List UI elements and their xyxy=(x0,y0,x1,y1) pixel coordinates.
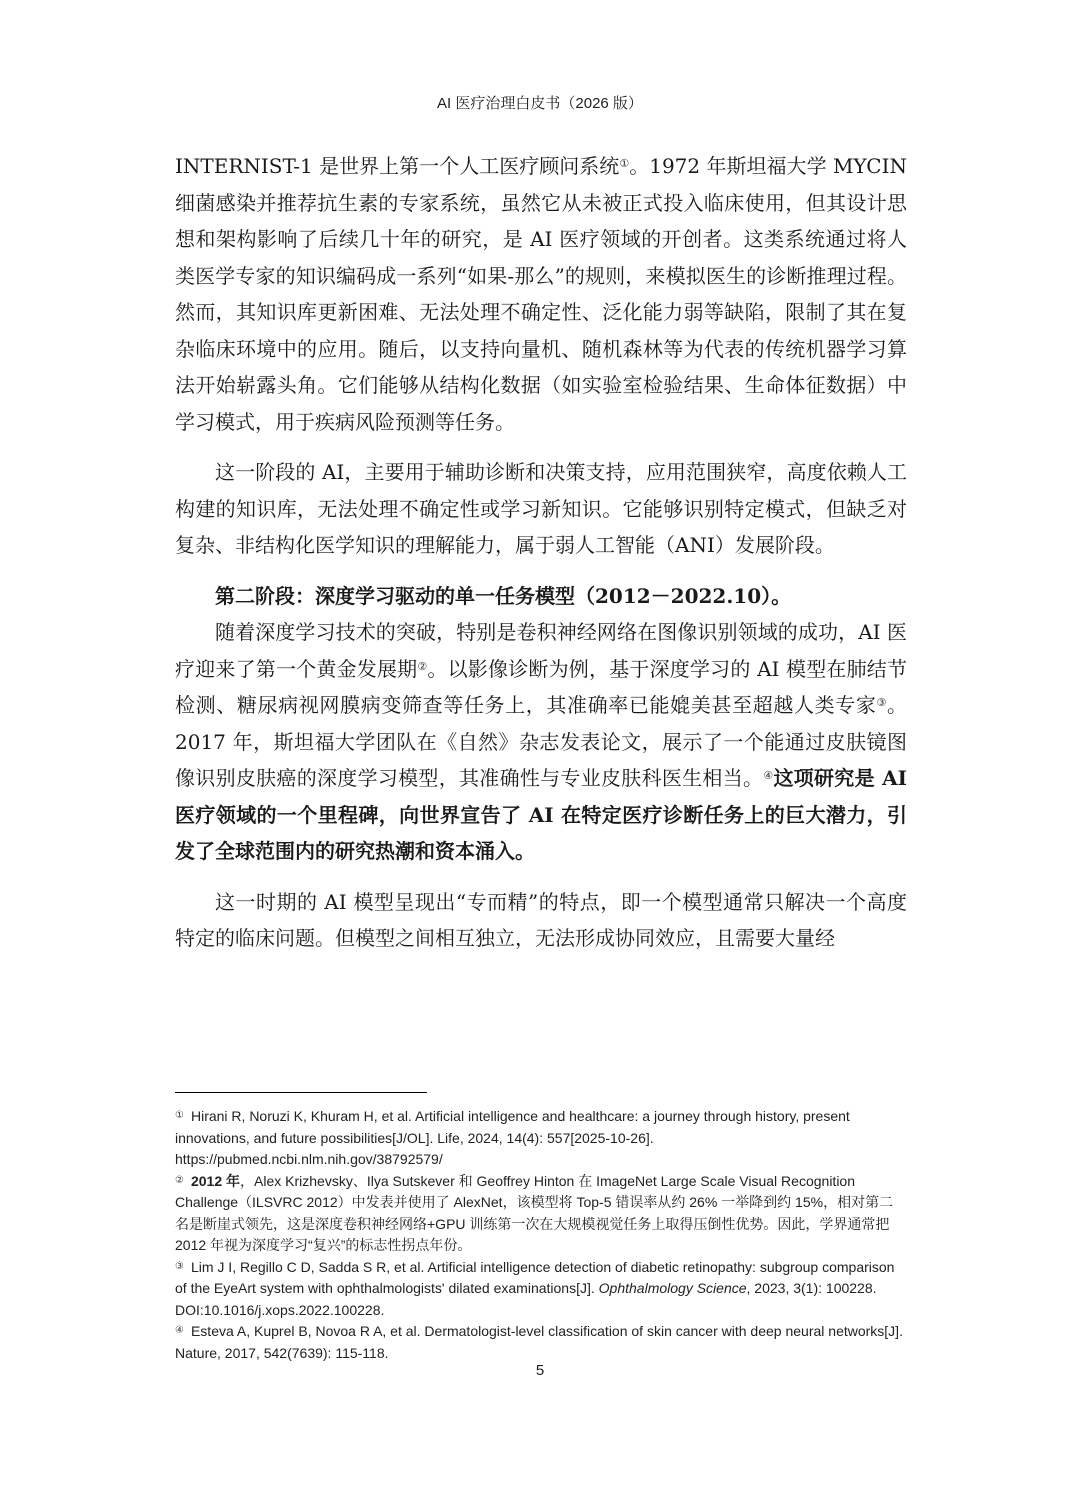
page-number: 5 xyxy=(535,1362,545,1379)
footnote-3-journal: Ophthalmology Science xyxy=(598,1280,747,1296)
section-heading: 第二阶段：深度学习驱动的单一任务模型（2012－2022.10）。 xyxy=(215,583,792,608)
paragraph-3-text-c: 。2017 年，斯坦福大学团队在《自然》杂志发表论文，展示了一个能通过皮肤镜图像识别皮肤癌的深度学习模型，其准确性与专业皮肤科医生相当。 xyxy=(175,693,907,790)
footnote-1-number: ① xyxy=(175,1110,184,1121)
paragraph-1 xyxy=(175,148,907,440)
paragraph-4: 这一时期的 AI 模型呈现出“专而精”的特点，即一个模型通常只解决一个高度特定的临床问题。但模型之间相互独立，无法形成协同效应，且需要大量经 xyxy=(175,889,907,950)
footnote-ref-4[interactable]: ④ xyxy=(763,769,774,782)
footnote-4-text: Esteva A, Kuprel B, Novoa R A, et al. Dermatologist-level classification of skin cancer with deep neural networks[J]. Nature, 2017, 542(7639): 115-118. xyxy=(175,1323,903,1361)
footnote-3-text-a: Lim J I, Regillo C D, Sadda S R, et al. Artificial intelligence detection of diabetic retinopathy: subgroup comparison of the EyeArt system with ophthalmologists' dilated examinations[J]. xyxy=(175,1258,895,1296)
footnote-2-text: ，Alex Krizhevsky、Ilya Sutskever 和 Geoffrey Hinton 在 ImageNet Large Scale Visual Recognition Challenge（ILSVRC 2012）中发表并使用了 AlexNet，该模型将 Top-5 错误率从约 26% 一举降到约 15%，相对第二名是断崖式领先，这是深度卷积神经网络+GPU 训练第一次在大规模视觉任务上取得压倒性优势。因此，学界通常把 2012 年视为深度学习“复兴”的标志性拐点年份。 xyxy=(175,1172,894,1253)
footnote-3-number: ③ xyxy=(175,1260,184,1272)
paragraph-2: 这一阶段的 AI，主要用于辅助诊断和决策支持，应用范围狭窄，高度依赖人工构建的知识库，无法处理不确定性或学习新知识。它能够识别特定模式，但缺乏对复杂、非结构化医学知识的理解能力，属于弱人工智能（ANI）发展阶段。 xyxy=(175,460,907,557)
body-text xyxy=(175,148,907,957)
running-header: AI 医疗治理白皮书（2026 版） xyxy=(437,95,643,112)
paragraph-3-bold-text: 这项研究是 AI 医疗领域的一个里程碑，向世界宣告了 AI 在特定医疗诊断任务上的巨大潜力，引发了全球范围内的研究热潮和资本涌入。 xyxy=(175,766,908,863)
footnote-divider xyxy=(175,1092,427,1093)
footnote-2-number: ② xyxy=(175,1174,184,1186)
paragraph-3-text-b: 。以影像诊断为例，基于深度学习的 AI 模型在肺结节检测、糖尿病视网膜病变筛查等任务上，其准确率已能媲美甚至超越人类专家 xyxy=(175,656,907,717)
footnote-ref-1[interactable]: ① xyxy=(619,157,630,170)
paragraph-3-text-a: 随着深度学习技术的突破，特别是卷积神经网络在图像识别领域的成功，AI 医疗迎来了第一个黄金发展期 xyxy=(175,620,907,681)
footnote-1 xyxy=(175,1106,907,1171)
footnote-1-text[interactable]: Hirani R, Noruzi K, Khuram H, et al. Artificial intelligence and healthcare: a journey through history, present innovations, and future possibilities[J/OL]. Life, 2024, 14(4): 557[2025-10-26]. https://pubmed.ncbi.nlm.nih.gov/38792579/ xyxy=(175,1108,850,1167)
footnote-4-number: ④ xyxy=(175,1325,184,1336)
paragraph-1-text-a: INTERNIST-1 是世界上第一个人工医疗顾问系统 xyxy=(175,154,620,178)
footnotes xyxy=(175,1106,907,1364)
footnote-2 xyxy=(175,1171,907,1257)
footnote-ref-3[interactable]: ③ xyxy=(876,696,887,709)
footnote-4 xyxy=(175,1321,907,1364)
paragraph-3 xyxy=(175,614,907,870)
footnote-3 xyxy=(175,1257,907,1322)
footnote-3-text-b: , 2023, 3(1): 100228. DOI:10.1016/j.xops.2022.100228. xyxy=(175,1280,877,1318)
paragraph-1-text-b: 。1972 年斯坦福大学 MYCIN 细菌感染并推荐抗生素的专家系统，虽然它从未被正式投入临床使用，但其设计思想和架构影响了后续几十年的研究，是 AI 医疗领域的开创者。这类系统通过将人类医学专家的知识编码成一系列“如果-那么”的规则，来模拟医生的诊断推理过程。然而，其知识库更新困难、无法处理不确定性、泛化能力弱等缺陷，限制了其在复杂临床环境中的应用。随后，以支持向量机、随机森林等为代表的传统机器学习算法开始崭露头角。它们能够从结构化数据（如实验室检验结果、生命体征数据）中学习模式，用于疾病风险预测等任务。 xyxy=(175,154,907,434)
footnote-2-year: 2012 年 xyxy=(190,1172,241,1189)
footnote-ref-2[interactable]: ② xyxy=(417,659,428,673)
